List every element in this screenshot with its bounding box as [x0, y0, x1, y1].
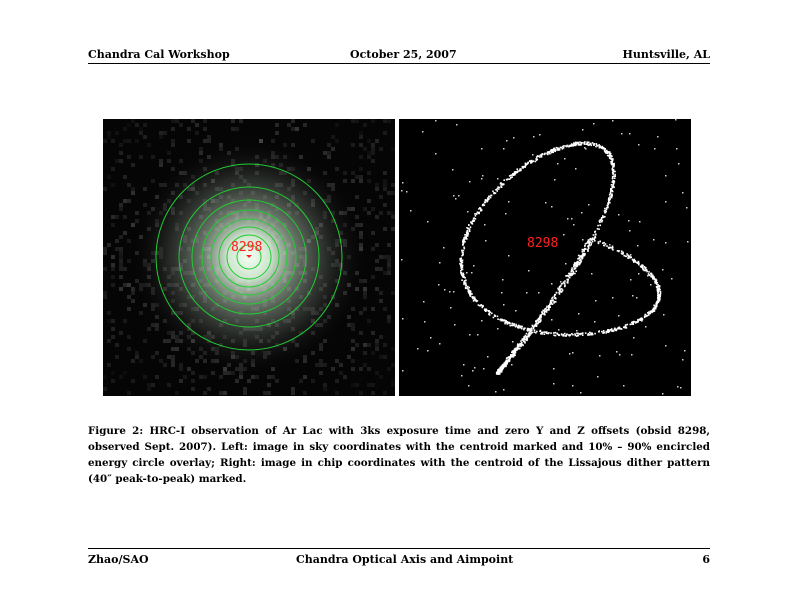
chip-coordinates-image — [399, 119, 691, 396]
header-center: October 25, 2007 — [350, 48, 457, 61]
obsid-label-right: 8298 — [527, 236, 559, 251]
page-number: 6 — [702, 553, 710, 566]
page-footer — [88, 548, 710, 567]
page-header — [88, 47, 710, 64]
sky-coordinates-image — [103, 119, 395, 396]
obsid-label: 8298 — [231, 240, 263, 255]
figure-caption: Figure 2: HRC-I observation of Ar Lac with 3ks exposure time and zero Y and Z offsets (obsid 8298, observed Sept. 2007). Left: image in sky coordinates with the centroid marked and 10% – 90% encircled energy circle overlay; Right: image in chip coordinates with the centroid of the Lissajous dither pattern (40″ peak-to-peak) marked. — [88, 425, 710, 485]
chip-image-canvas — [399, 119, 691, 396]
footer-center: Chandra Optical Axis and Aimpoint — [296, 553, 514, 566]
header-left: Chandra Cal Workshop — [88, 48, 230, 61]
header-right: Huntsville, AL — [622, 48, 710, 61]
sky-image-canvas — [103, 119, 395, 396]
footer-left: Zhao/SAO — [88, 553, 149, 566]
